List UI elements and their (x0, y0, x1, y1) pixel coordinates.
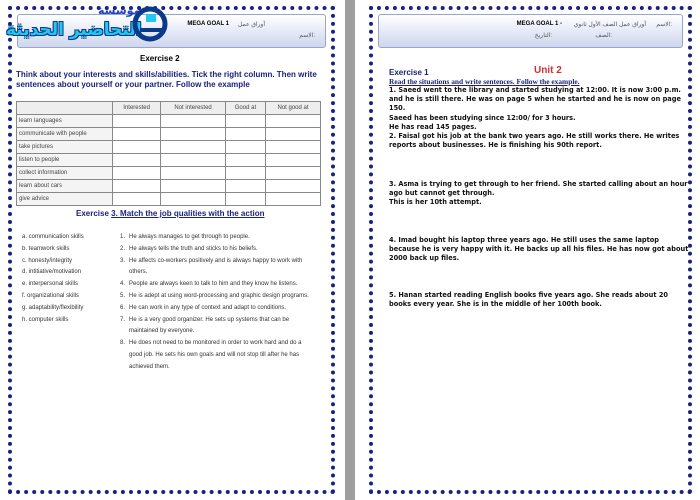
list-item: g. adaptability/flexibility (22, 304, 84, 311)
tick-cell[interactable] (113, 154, 161, 167)
item-text: He affects co-workers positively and is always happy to work with others. (129, 257, 303, 276)
row-label: learn about cars (17, 180, 113, 193)
item-number: 3. (120, 257, 126, 264)
table-row (17, 115, 321, 128)
item-number: 7. (120, 316, 126, 323)
table-row (17, 193, 321, 206)
header-book-title: MEGA GOAL 1 (187, 21, 229, 27)
list-item: f. organizational skills (22, 292, 80, 299)
tick-cell[interactable] (225, 193, 265, 206)
table-row (17, 167, 321, 180)
list-item (120, 256, 315, 280)
publisher-logo (2, 4, 172, 48)
exercise-3-title-prefix: Exercise (76, 209, 112, 218)
table-header-cell (17, 102, 113, 115)
table-row (17, 154, 321, 167)
exercise-3-title (76, 209, 265, 218)
header-worksheet-label: أوراق عمل (237, 22, 265, 28)
tick-cell[interactable] (225, 141, 265, 154)
item-number: 5. (120, 292, 126, 299)
situation-paragraph: This is her 10th attempt. (389, 198, 482, 206)
tick-cell[interactable] (161, 115, 226, 128)
exercise-2-instruction: Think about your interests and skills/abilities. Tick the right column. Then write sentences about yourself or your partner. Follow the example (16, 70, 317, 89)
tick-cell[interactable] (225, 115, 265, 128)
item-text: He can work in any type of context and adapt to conditions. (129, 304, 287, 311)
situation-paragraph: 5. Hanan started reading English books five years ago. She reads about 20 books every year. She is in the middle of her 100th book. (389, 291, 668, 309)
tick-cell[interactable] (266, 141, 321, 154)
item-text: He always tells the truth and sticks to his beliefs. (129, 245, 258, 252)
item-number: 4. (120, 281, 126, 288)
exercise-1-instruction: Read the situations and write sentences. Follow the example. (389, 77, 580, 86)
logo-emblem-icon (130, 4, 172, 44)
row-label: learn languages (17, 115, 113, 128)
item-text: He always manages to get through to people. (129, 234, 250, 240)
tick-cell[interactable] (266, 115, 321, 128)
tick-cell[interactable] (161, 128, 226, 141)
tick-cell[interactable] (225, 154, 265, 167)
list-item (120, 244, 315, 256)
exercise-1-title: Exercise 1 (389, 68, 429, 77)
right-page-header (378, 14, 683, 48)
list-item (120, 315, 315, 339)
list-item: e. interpersonal skills (22, 281, 79, 288)
table-row (17, 180, 321, 193)
situation-paragraph: 4. Imad bought his laptop three years ago. He still uses the same laptop because he is very happy with it. He backs up all his files. He has now got about 2000 back up files. (389, 236, 689, 263)
tick-cell[interactable] (113, 141, 161, 154)
item-number: 8. (120, 340, 126, 347)
situation-paragraph: 2. Faisal got his job at the bank two years ago. He still works there. He writes reports about businesses. He is finishing his 90th report. (389, 132, 680, 150)
tick-cell[interactable] (113, 193, 161, 206)
tick-cell[interactable] (161, 141, 226, 154)
header-name-label: الاسم: (299, 33, 315, 39)
row-label: take pictures (17, 141, 113, 154)
example-answer: Saeed has been studying since 12:00/ for 3 hours. (389, 114, 576, 122)
row-label: collect information (17, 167, 113, 180)
unit-title: Unit 2 (534, 65, 562, 76)
item-number: 6. (120, 304, 126, 311)
table-header-cell: Good at (225, 102, 265, 115)
situation-paragraph: 3. Asma is trying to get through to her friend. She started calling about an hour ago but cannot get through. (389, 180, 688, 198)
header-date-label: التاريخ: (534, 33, 552, 39)
header-subtitle: أوراق عمل الصف الأول ثانوي (573, 22, 646, 28)
tick-cell[interactable] (225, 167, 265, 180)
tick-cell[interactable] (266, 193, 321, 206)
row-label: listen to people (17, 154, 113, 167)
list-item (120, 338, 315, 373)
table-header-row (17, 102, 321, 115)
list-item (120, 291, 315, 303)
tick-cell[interactable] (161, 167, 226, 180)
header-book-title: MEGA GOAL 1 - (516, 21, 562, 27)
tick-cell[interactable] (161, 180, 226, 193)
logo-line-2: التحاضير الحديثة (6, 20, 142, 40)
table-row (17, 128, 321, 141)
item-text: He is adept at using word-processing and graphic design programs. (129, 292, 309, 299)
tick-cell[interactable] (113, 180, 161, 193)
job-qualities-list (22, 232, 122, 326)
tick-cell[interactable] (266, 180, 321, 193)
exercise-3-title-underlined: 3. Match the job qualities with the action (111, 209, 265, 218)
table-row (17, 141, 321, 154)
tick-cell[interactable] (161, 193, 226, 206)
list-item: h. computer skills (22, 316, 69, 323)
tick-cell[interactable] (225, 128, 265, 141)
tick-cell[interactable] (113, 115, 161, 128)
skills-table (16, 101, 321, 206)
tick-cell[interactable] (266, 128, 321, 141)
situation-paragraph: 1. Saeed went to the library and started studying at 12:00. It is now 3:00 p.m. and he is still there. He was on page 5 when he started and he is now on page 150. (389, 86, 681, 113)
header-name-label: الاسم: (656, 22, 672, 28)
item-text: He is a very good organizer. He sets up systems that can be maintained by everyone. (129, 316, 290, 335)
list-item: b. teamwork skills (22, 245, 70, 252)
list-item: c. honesty/integrity (22, 257, 73, 264)
tick-cell[interactable] (225, 180, 265, 193)
logo-line-1: مؤسسة (98, 4, 141, 17)
item-text: He does not need to be monitored in order to work hard and do a good job. He sets his own goals and will not stop till after he has achieved them. (129, 340, 302, 370)
table-header-cell: Interested (113, 102, 161, 115)
tick-cell[interactable] (113, 128, 161, 141)
example-answer: He has read 145 pages. (389, 123, 477, 131)
header-class-label: الصف: (595, 33, 612, 39)
item-number: 1. (120, 234, 126, 240)
list-item (120, 279, 315, 291)
table-header-cell: Not interested (161, 102, 226, 115)
row-label: give advice (17, 193, 113, 206)
list-item: a. communication skills (22, 234, 84, 240)
tick-cell[interactable] (266, 167, 321, 180)
list-item: d. intitiative/motivation (22, 269, 82, 276)
actions-list (120, 232, 315, 374)
row-label: communicate with people (17, 128, 113, 141)
table-header-cell: Not good at (266, 102, 321, 115)
tick-cell[interactable] (161, 154, 226, 167)
tick-cell[interactable] (113, 167, 161, 180)
list-item (120, 232, 315, 244)
item-text: People are always keen to talk to him and they know he listens. (129, 281, 298, 288)
item-number: 2. (120, 245, 126, 252)
tick-cell[interactable] (266, 154, 321, 167)
list-item (120, 303, 315, 315)
exercise-2-title: Exercise 2 (140, 54, 180, 63)
